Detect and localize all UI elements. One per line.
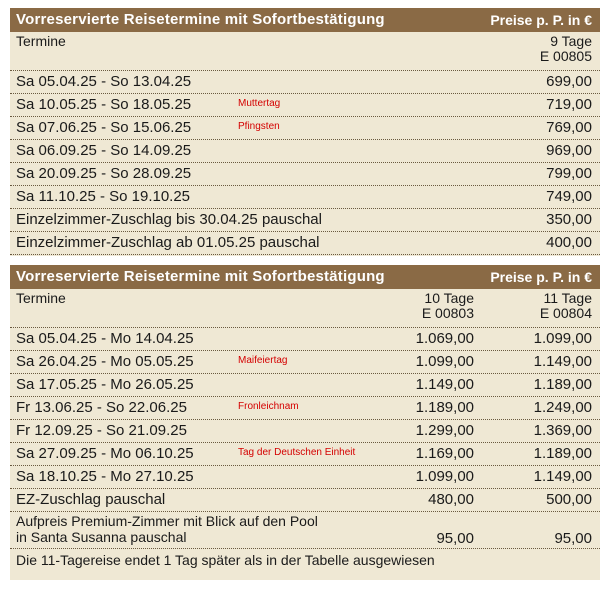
column-header-row	[10, 289, 600, 328]
column-header-10-days	[422, 291, 474, 321]
table-row	[10, 117, 600, 140]
table-row	[10, 71, 600, 94]
column-header-9-days	[540, 34, 592, 64]
price-10-days: 1.099,00	[415, 468, 474, 485]
row-label: Einzelzimmer-Zuschlag bis 30.04.25 pauschal	[16, 211, 322, 228]
row-label: Sa 10.05.25 - So 18.05.25	[16, 96, 192, 113]
table-title: Vorreservierte Reisetermine mit Sofortbestätigung	[16, 11, 385, 28]
table-body	[10, 71, 600, 255]
price-9-days: 749,00	[546, 188, 592, 205]
price-table-10-11-days	[10, 265, 600, 580]
table-title: Vorreservierte Reisetermine mit Sofortbestätigung	[16, 268, 385, 285]
table-header	[10, 8, 600, 32]
column-code: E 00805	[539, 48, 592, 64]
price-11-days: 1.369,00	[533, 422, 592, 439]
table-row	[10, 351, 600, 374]
holiday-label: Pfingsten	[238, 121, 280, 132]
column-code: E 00804	[539, 305, 592, 321]
footnote: Die 11-Tagereise endet 1 Tag später als in der Tabelle ausgewiesen	[16, 552, 435, 568]
row-label: Sa 26.04.25 - Mo 05.05.25	[16, 353, 194, 370]
column-duration: 10 Tage	[424, 290, 474, 306]
row-label: Sa 17.05.25 - Mo 26.05.25	[16, 376, 194, 393]
price-9-days: 799,00	[546, 165, 592, 182]
price-10-days: 1.169,00	[415, 445, 474, 462]
table-row	[10, 374, 600, 397]
holiday-label: Maifeiertag	[238, 355, 288, 366]
row-label: Fr 13.06.25 - So 22.06.25	[16, 399, 187, 416]
column-header-11-days	[540, 291, 592, 321]
price-9-days: 769,00	[546, 119, 592, 136]
price-9-days: 400,00	[546, 234, 592, 251]
row-label: Sa 20.09.25 - So 28.09.25	[16, 165, 192, 182]
price-note: Preise p. P. in €	[490, 12, 592, 28]
table-row	[10, 397, 600, 420]
table-row	[10, 328, 600, 351]
price-11-days: 1.189,00	[533, 376, 592, 393]
column-label-termine: Termine	[16, 33, 66, 49]
price-9-days: 969,00	[546, 142, 592, 159]
price-note: Preise p. P. in €	[490, 269, 592, 285]
price-9-days: 699,00	[546, 73, 592, 90]
price-9-days: 719,00	[546, 96, 592, 113]
table-header	[10, 265, 600, 289]
column-duration: 11 Tage	[543, 290, 592, 306]
price-10-days: 95,00	[436, 530, 474, 547]
price-11-days: 95,00	[554, 530, 592, 547]
row-label: Sa 05.04.25 - So 13.04.25	[16, 73, 192, 90]
column-header-row	[10, 32, 600, 71]
table-row	[10, 94, 600, 117]
price-table-9-days	[10, 8, 600, 256]
table-row	[10, 489, 600, 512]
price-9-days: 350,00	[546, 211, 592, 228]
table-row	[10, 186, 600, 209]
premium-line-1: Aufpreis Premium-Zimmer mit Blick auf den Pool	[16, 513, 318, 529]
row-label: Sa 11.10.25 - So 19.10.25	[16, 188, 191, 205]
premium-room-row	[10, 512, 600, 549]
row-label: Sa 18.10.25 - Mo 27.10.25	[16, 468, 194, 485]
column-code: E 00803	[421, 305, 474, 321]
row-label: Fr 12.09.25 - So 21.09.25	[16, 422, 187, 439]
table-row	[10, 209, 600, 232]
row-label: Sa 05.04.25 - Mo 14.04.25	[16, 330, 194, 347]
holiday-label: Muttertag	[238, 98, 281, 109]
row-label: Sa 27.09.25 - Mo 06.10.25	[16, 445, 194, 462]
table-row	[10, 443, 600, 466]
row-label: Sa 07.06.25 - So 15.06.25	[16, 119, 192, 136]
price-10-days: 480,00	[428, 491, 474, 508]
table-row	[10, 420, 600, 443]
row-label: Einzelzimmer-Zuschlag ab 01.05.25 pauschal	[16, 234, 320, 251]
table-row	[10, 466, 600, 489]
price-11-days: 1.249,00	[533, 399, 592, 416]
price-10-days: 1.069,00	[415, 330, 474, 347]
price-11-days: 500,00	[546, 491, 592, 508]
column-label-termine: Termine	[16, 290, 66, 306]
footnote-row	[10, 549, 600, 571]
table-body	[10, 328, 600, 512]
price-11-days: 1.099,00	[533, 330, 592, 347]
table-row	[10, 232, 600, 255]
holiday-label: Tag der Deutschen Einheit	[238, 447, 356, 458]
price-10-days: 1.149,00	[415, 376, 474, 393]
price-10-days: 1.189,00	[415, 399, 474, 416]
holiday-label: Fronleichnam	[238, 401, 299, 412]
price-11-days: 1.149,00	[533, 353, 592, 370]
price-10-days: 1.299,00	[415, 422, 474, 439]
premium-room-label	[16, 513, 318, 545]
price-11-days: 1.189,00	[533, 445, 592, 462]
table-row	[10, 140, 600, 163]
price-10-days: 1.099,00	[415, 353, 474, 370]
price-11-days: 1.149,00	[533, 468, 592, 485]
premium-line-2: in Santa Susanna pauschal	[16, 529, 187, 545]
column-duration: 9 Tage	[550, 33, 592, 49]
table-row	[10, 163, 600, 186]
row-label: EZ-Zuschlag pauschal	[16, 491, 166, 508]
row-label: Sa 06.09.25 - So 14.09.25	[16, 142, 192, 159]
